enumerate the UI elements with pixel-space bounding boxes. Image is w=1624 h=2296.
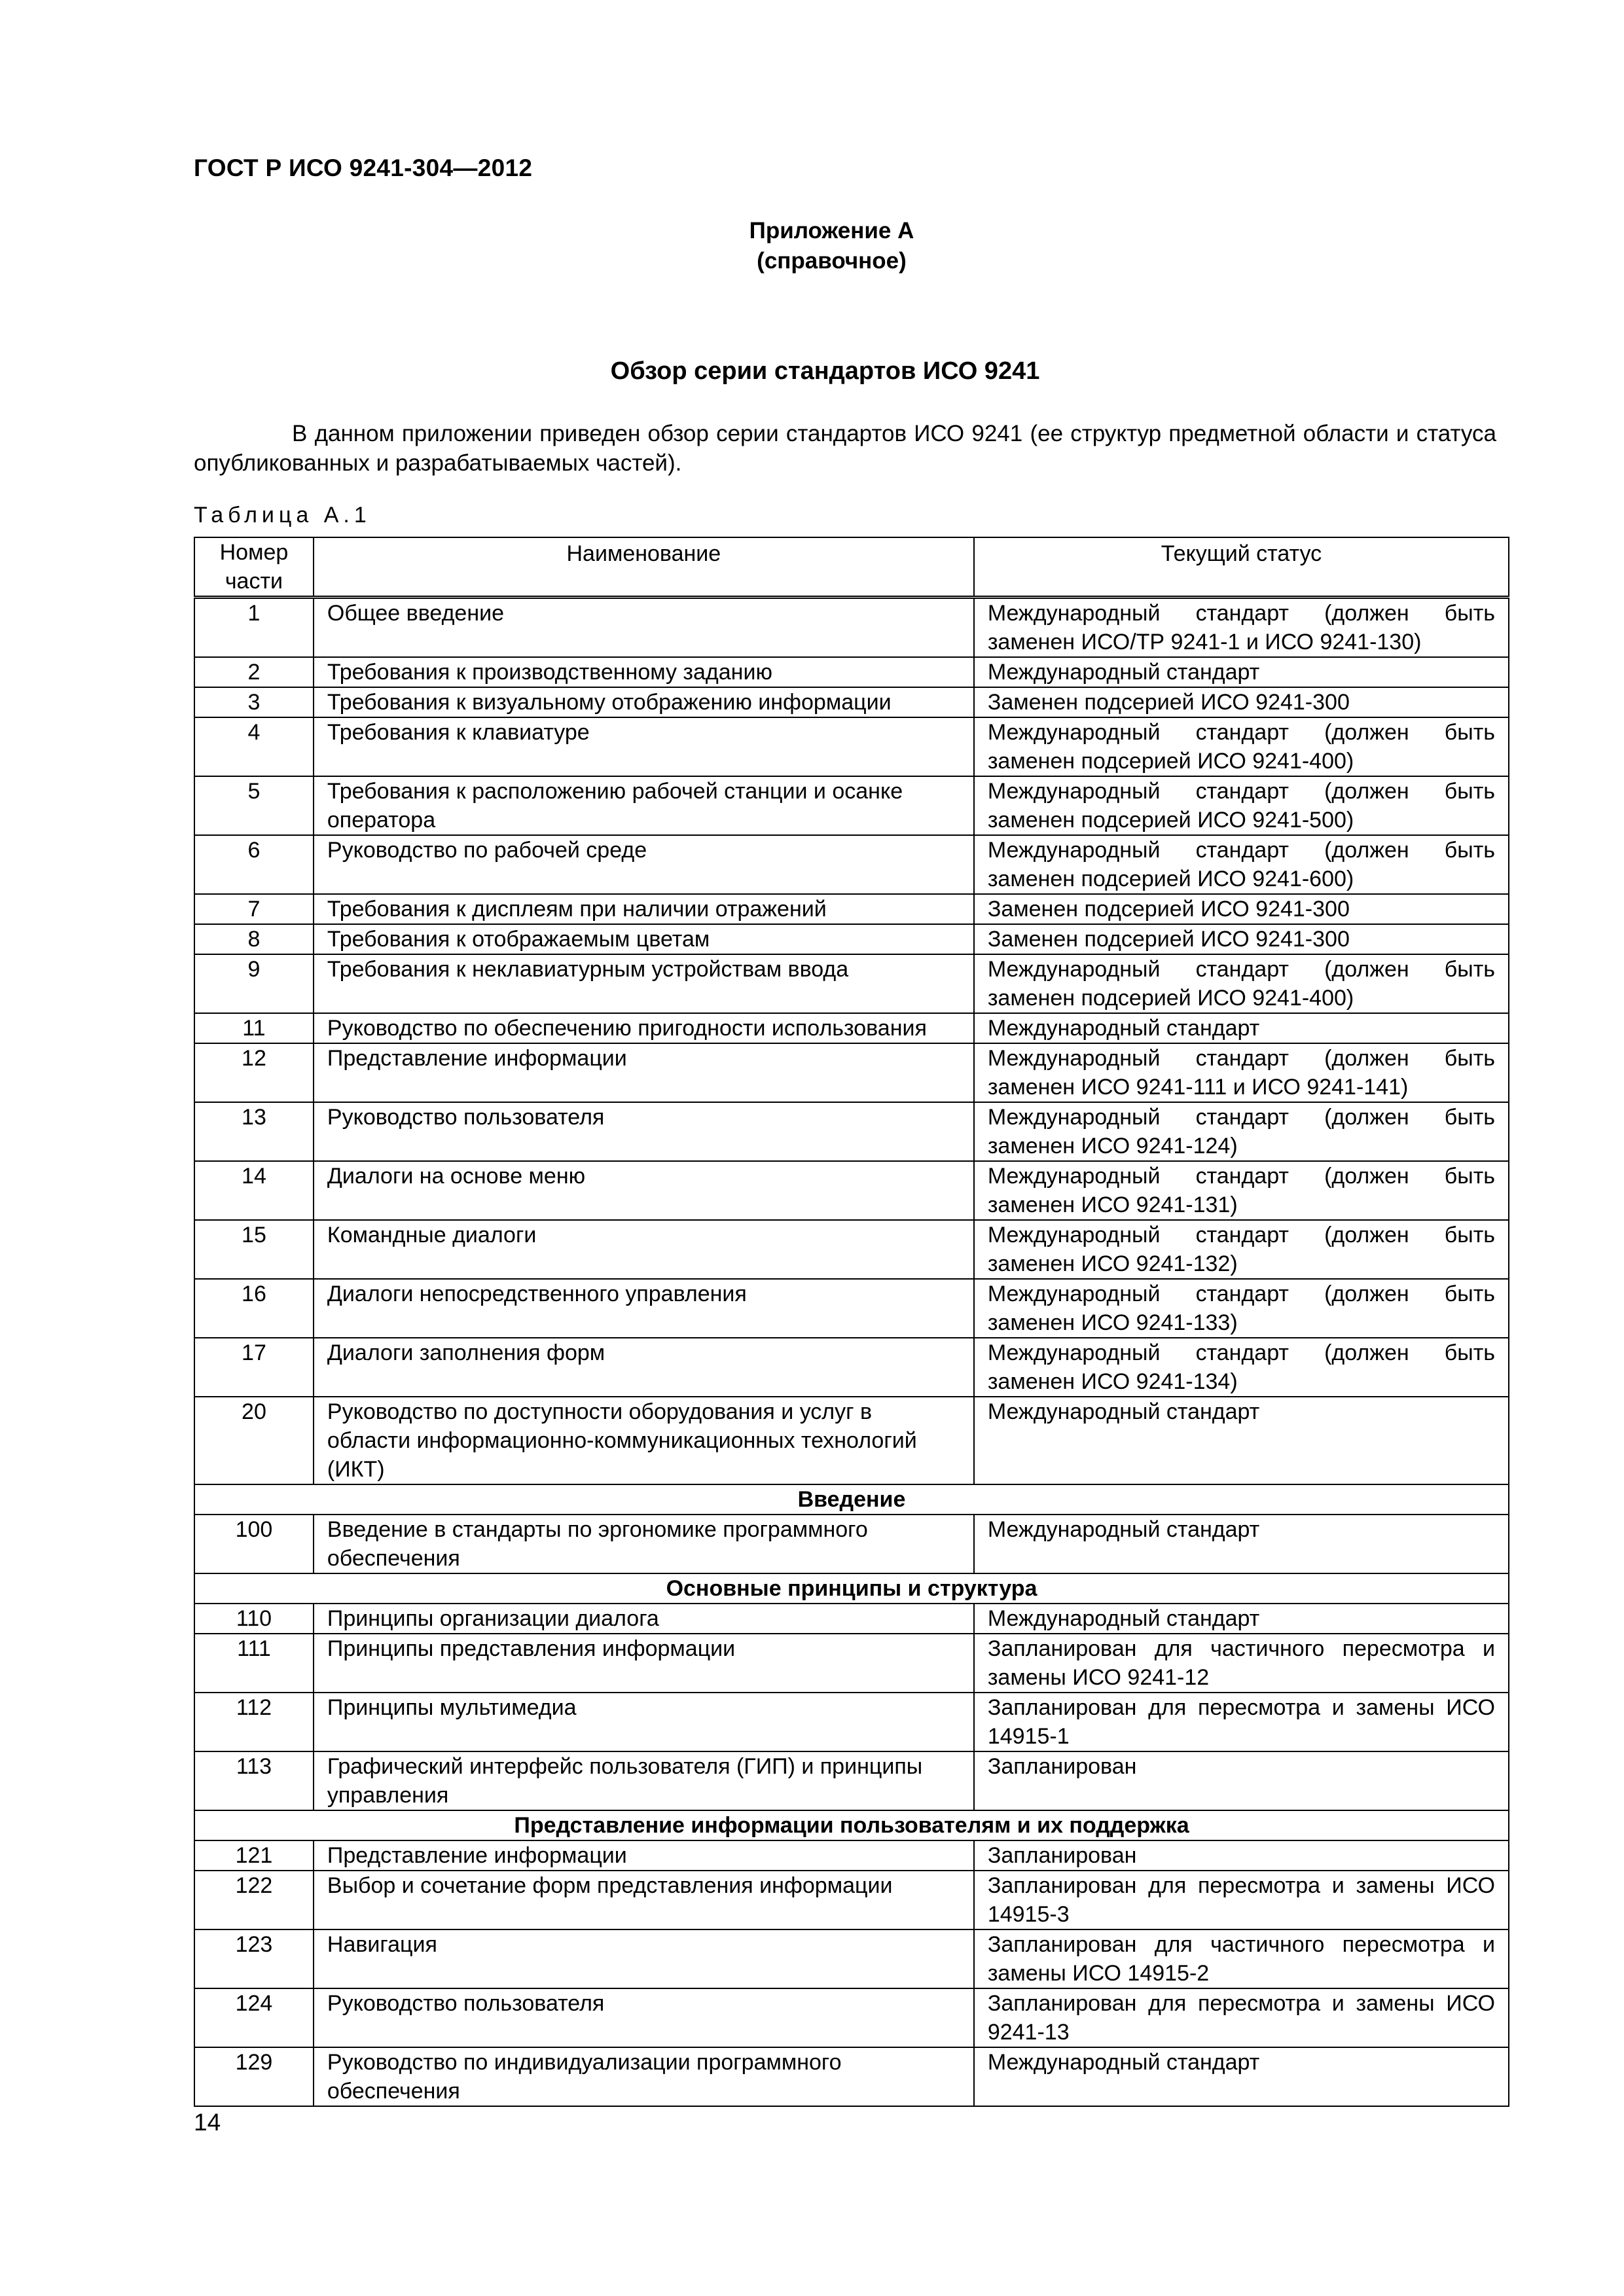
table-header-row xyxy=(194,537,1509,598)
part-number-cell: 7 xyxy=(194,894,314,924)
table-row xyxy=(194,1397,1509,1484)
table-section-row xyxy=(194,1810,1509,1840)
status-cell: Международный стандарт (должен быть заменен подсерией ИСО 9241-400) xyxy=(974,717,1509,776)
name-cell: Командные диалоги xyxy=(314,1220,974,1279)
status-cell: Запланирован для пересмотра и замены ИСО 14915-3 xyxy=(974,1871,1509,1929)
table-row xyxy=(194,894,1509,924)
part-number-cell: 17 xyxy=(194,1338,314,1397)
name-cell: Требования к клавиатуре xyxy=(314,717,974,776)
part-number-cell: 11 xyxy=(194,1013,314,1043)
status-cell: Запланирован xyxy=(974,1751,1509,1810)
table-row xyxy=(194,1929,1509,1988)
table-row xyxy=(194,2047,1509,2106)
table-row xyxy=(194,776,1509,835)
table-row xyxy=(194,1871,1509,1929)
name-cell: Представление информации xyxy=(314,1043,974,1102)
name-cell: Общее введение xyxy=(314,598,974,658)
name-cell: Руководство по обеспечению пригодности использования xyxy=(314,1013,974,1043)
status-cell: Международный стандарт xyxy=(974,2047,1509,2106)
status-cell: Запланирован для частичного пересмотра и замены ИСО 14915-2 xyxy=(974,1929,1509,1988)
document-code: ГОСТ Р ИСО 9241-304—2012 xyxy=(194,154,533,181)
part-number-cell: 20 xyxy=(194,1397,314,1484)
table-row xyxy=(194,1988,1509,2047)
status-cell: Международный стандарт xyxy=(974,657,1509,687)
status-cell: Международный стандарт (должен быть заменен ИСО 9241-134) xyxy=(974,1338,1509,1397)
status-cell: Международный стандарт xyxy=(974,1604,1509,1634)
name-cell: Принципы организации диалога xyxy=(314,1604,974,1634)
table-row xyxy=(194,1043,1509,1102)
status-cell: Запланирован для частичного пересмотра и замены ИСО 9241-12 xyxy=(974,1634,1509,1693)
name-cell: Требования к визуальному отображению информации xyxy=(314,687,974,717)
status-cell: Международный стандарт xyxy=(974,1515,1509,1573)
table-row xyxy=(194,835,1509,894)
status-cell: Заменен подсерией ИСО 9241-300 xyxy=(974,924,1509,954)
status-cell: Международный стандарт (должен быть заменен подсерией ИСО 9241-500) xyxy=(974,776,1509,835)
section-title: Введение xyxy=(194,1484,1509,1515)
name-cell: Требования к дисплеям при наличии отражений xyxy=(314,894,974,924)
page-number: 14 xyxy=(194,2109,221,2136)
intro-paragraph: В данном приложении приведен обзор серии стандартов ИСО 9241 (ее структур предметной области и статуса опубликованных и разрабатываемых частей). xyxy=(194,421,1496,476)
standards-table xyxy=(194,537,1509,2107)
part-number-cell: 129 xyxy=(194,2047,314,2106)
table-row xyxy=(194,687,1509,717)
table-row xyxy=(194,598,1509,658)
status-cell: Запланирован для пересмотра и замены ИСО 9241-13 xyxy=(974,1988,1509,2047)
status-cell: Запланирован xyxy=(974,1840,1509,1871)
part-number-cell: 5 xyxy=(194,776,314,835)
table-row xyxy=(194,1634,1509,1693)
status-cell: Международный стандарт (должен быть заменен ИСО 9241-124) xyxy=(974,1102,1509,1161)
annex-subtitle: (справочное) xyxy=(757,248,907,274)
name-cell: Диалоги на основе меню xyxy=(314,1161,974,1220)
part-number-cell: 12 xyxy=(194,1043,314,1102)
name-cell: Требования к отображаемым цветам xyxy=(314,924,974,954)
status-cell: Международный стандарт (должен быть заменен подсерией ИСО 9241-600) xyxy=(974,835,1509,894)
part-number-cell: 14 xyxy=(194,1161,314,1220)
part-number-cell: 113 xyxy=(194,1751,314,1810)
part-number-cell: 4 xyxy=(194,717,314,776)
name-cell: Навигация xyxy=(314,1929,974,1988)
name-cell: Требования к расположению рабочей станции и осанке оператора xyxy=(314,776,974,835)
part-number-cell: 8 xyxy=(194,924,314,954)
table-section-row xyxy=(194,1484,1509,1515)
name-cell: Руководство по доступности оборудования и услуг в области информационно-коммуникационных технологий (ИКТ) xyxy=(314,1397,974,1484)
status-cell: Международный стандарт xyxy=(974,1013,1509,1043)
name-cell: Выбор и сочетание форм представления информации xyxy=(314,1871,974,1929)
part-number-cell: 112 xyxy=(194,1693,314,1751)
part-number-cell: 16 xyxy=(194,1279,314,1338)
status-cell: Международный стандарт (должен быть заменен ИСО 9241-132) xyxy=(974,1220,1509,1279)
part-number-cell: 111 xyxy=(194,1634,314,1693)
table-row xyxy=(194,1102,1509,1161)
status-cell: Международный стандарт (должен быть заменен подсерией ИСО 9241-400) xyxy=(974,954,1509,1013)
table-row xyxy=(194,924,1509,954)
table-row xyxy=(194,1693,1509,1751)
table-row xyxy=(194,1220,1509,1279)
status-cell: Международный стандарт xyxy=(974,1397,1509,1484)
section-title: Основные принципы и структура xyxy=(194,1573,1509,1604)
name-cell: Представление информации xyxy=(314,1840,974,1871)
main-title: Обзор серии стандартов ИСО 9241 xyxy=(610,357,1040,385)
part-number-cell: 3 xyxy=(194,687,314,717)
table-row xyxy=(194,954,1509,1013)
table-row xyxy=(194,1604,1509,1634)
name-cell: Требования к неклавиатурным устройствам ввода xyxy=(314,954,974,1013)
status-cell: Заменен подсерией ИСО 9241-300 xyxy=(974,687,1509,717)
status-cell: Международный стандарт (должен быть заменен ИСО 9241-111 и ИСО 9241-141) xyxy=(974,1043,1509,1102)
part-number-cell: 100 xyxy=(194,1515,314,1573)
status-cell: Международный стандарт (должен быть заменен ИСО 9241-131) xyxy=(974,1161,1509,1220)
name-cell: Диалоги непосредственного управления xyxy=(314,1279,974,1338)
table-row xyxy=(194,1013,1509,1043)
name-cell: Графический интерфейс пользователя (ГИП) и принципы управления xyxy=(314,1751,974,1810)
part-number-cell: 2 xyxy=(194,657,314,687)
part-number-cell: 123 xyxy=(194,1929,314,1988)
part-number-cell: 9 xyxy=(194,954,314,1013)
part-number-cell: 13 xyxy=(194,1102,314,1161)
annex-heading xyxy=(0,216,1624,276)
table-section-row xyxy=(194,1573,1509,1604)
table-row xyxy=(194,1515,1509,1573)
name-cell: Руководство пользователя xyxy=(314,1988,974,2047)
part-number-cell: 122 xyxy=(194,1871,314,1929)
header-part-number: Номер части xyxy=(194,537,314,598)
part-number-cell: 1 xyxy=(194,598,314,658)
status-cell: Международный стандарт (должен быть заменен ИСО 9241-133) xyxy=(974,1279,1509,1338)
table-row xyxy=(194,1751,1509,1810)
section-title: Представление информации пользователям и их поддержка xyxy=(194,1810,1509,1840)
part-number-cell: 124 xyxy=(194,1988,314,2047)
header-name: Наименование xyxy=(314,537,974,598)
name-cell: Руководство пользователя xyxy=(314,1102,974,1161)
header-status: Текущий статус xyxy=(974,537,1509,598)
status-cell: Заменен подсерией ИСО 9241-300 xyxy=(974,894,1509,924)
table-row xyxy=(194,717,1509,776)
name-cell: Введение в стандарты по эргономике программного обеспечения xyxy=(314,1515,974,1573)
status-cell: Международный стандарт (должен быть заменен ИСО/ТР 9241-1 и ИСО 9241-130) xyxy=(974,598,1509,658)
table-row xyxy=(194,1840,1509,1871)
status-cell: Запланирован для пересмотра и замены ИСО 14915-1 xyxy=(974,1693,1509,1751)
table-row xyxy=(194,1338,1509,1397)
table-row xyxy=(194,1161,1509,1220)
name-cell: Руководство по индивидуализации программного обеспечения xyxy=(314,2047,974,2106)
name-cell: Диалоги заполнения форм xyxy=(314,1338,974,1397)
table-body xyxy=(194,598,1509,2107)
annex-title: Приложение А xyxy=(749,218,914,243)
name-cell: Руководство по рабочей среде xyxy=(314,835,974,894)
part-number-cell: 110 xyxy=(194,1604,314,1634)
table-caption: Таблица А.1 xyxy=(194,503,371,528)
name-cell: Требования к производственному заданию xyxy=(314,657,974,687)
part-number-cell: 6 xyxy=(194,835,314,894)
part-number-cell: 15 xyxy=(194,1220,314,1279)
table-row xyxy=(194,1279,1509,1338)
name-cell: Принципы мультимедиа xyxy=(314,1693,974,1751)
table-row xyxy=(194,657,1509,687)
name-cell: Принципы представления информации xyxy=(314,1634,974,1693)
part-number-cell: 121 xyxy=(194,1840,314,1871)
